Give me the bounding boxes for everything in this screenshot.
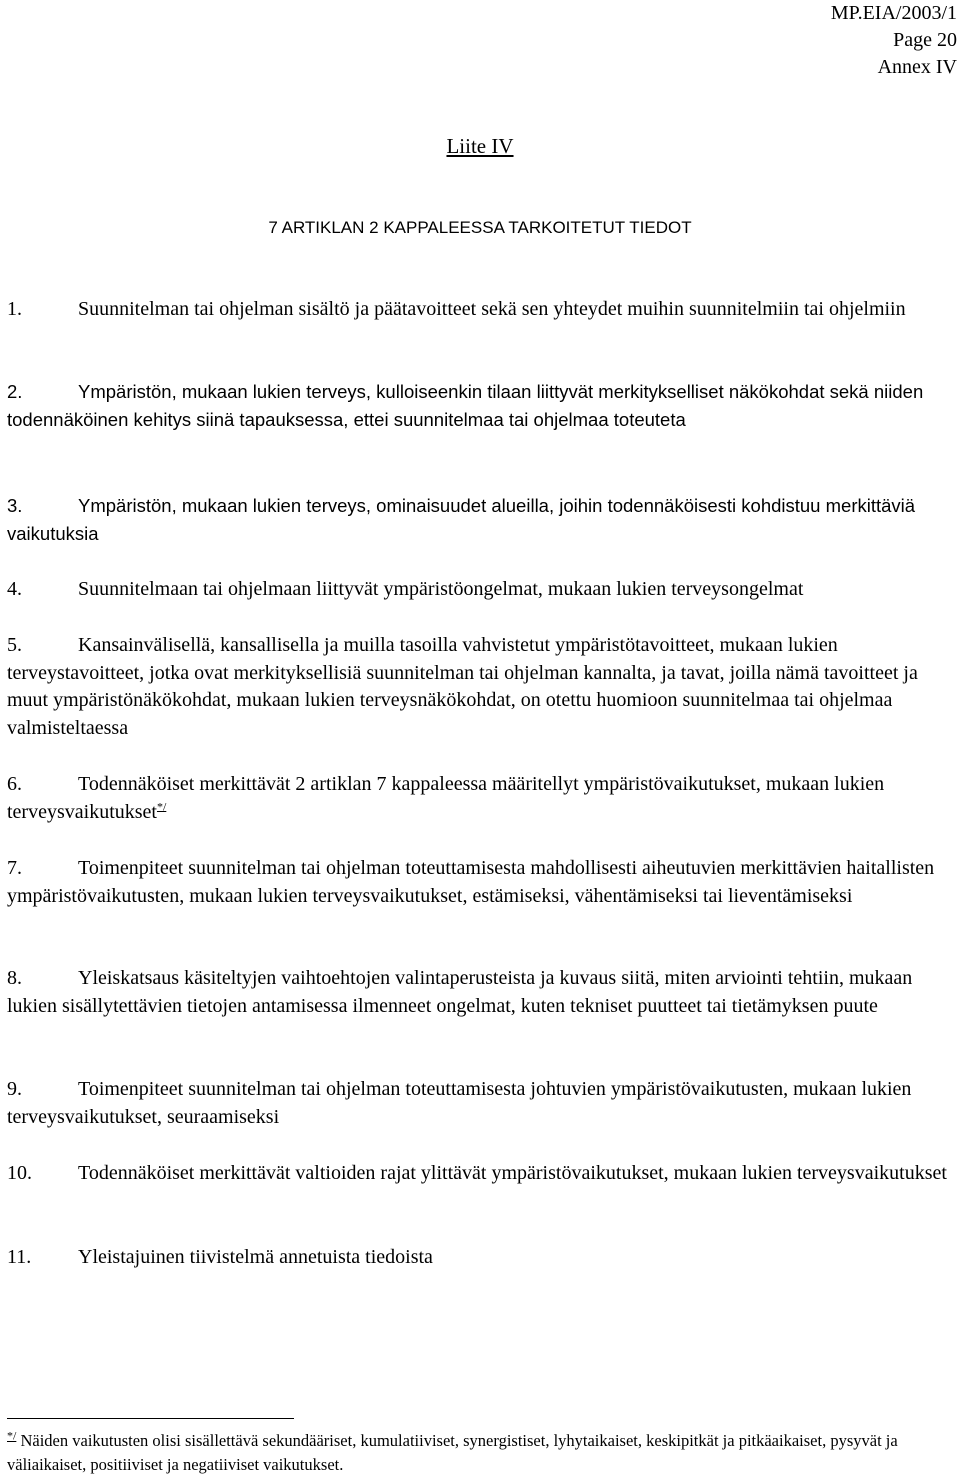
- item-text: Todennäköiset merkittävät 2 artiklan 7 kappaleessa määritellyt ympäristövaikutukset, mukaan lukien terveysvaikutukset: [7, 773, 885, 823]
- item-number: 3.: [7, 495, 23, 516]
- page-number: Page 20: [893, 29, 957, 51]
- item-number: 4.: [7, 578, 22, 600]
- footnote-text: Näiden vaikutusten olisi sisällettävä sekundääriset, kumulatiiviset, synergistiset, lyhytaikaiset, keskipitkät ja pitkäaikaiset, pysyvät ja väliaikaiset, positiiviset ja negatiiviset vaikutukset.: [7, 1431, 898, 1474]
- item-number: 10.: [7, 1162, 32, 1184]
- list-item-3: [7, 492, 953, 547]
- page-title: Liite IV: [446, 134, 514, 158]
- page-subtitle: 7 ARTIKLAN 2 KAPPALEESSA TARKOITETUT TIEDOT: [268, 218, 692, 237]
- page-header: [831, 0, 957, 81]
- item-number: 8.: [7, 967, 22, 989]
- list-item-7: [7, 855, 953, 910]
- list-item-8: [7, 965, 953, 1020]
- item-text: Todennäköiset merkittävät valtioiden rajat ylittävät ympäristövaikutukset, mukaan lukien terveysvaikutukset: [78, 1162, 947, 1184]
- item-text: Yleiskatsaus käsiteltyjen vaihtoehtojen valintaperusteista ja kuvaus siitä, miten arviointi tehtiin, mukaan lukien sisällytettävien tietojen antamisessa ilmenneet ongelmat, kuten tekniset puutteet tai tietämyksen puute: [7, 967, 913, 1017]
- item-text: Ympäristön, mukaan lukien terveys, kulloiseenkin tilaan liittyvät merkitykselliset näkökohdat sekä niiden todennäköinen kehitys siinä tapauksessa, ettei suunnitelmaa tai ohjelmaa toteuteta: [7, 381, 924, 430]
- item-number: 1.: [7, 298, 22, 320]
- list-item-9: [7, 1076, 953, 1131]
- item-number: 9.: [7, 1078, 22, 1100]
- footnote-divider: [7, 1418, 294, 1419]
- list-item-6: [7, 771, 953, 826]
- item-text: Suunnitelman tai ohjelman sisältö ja päätavoitteet sekä sen yhteydet muihin suunnitelmiin tai ohjelmiin: [78, 298, 906, 320]
- footnote-marker: */: [7, 1428, 17, 1443]
- list-item-5: [7, 632, 953, 742]
- item-number: 2.: [7, 381, 23, 402]
- list-item-10: [7, 1160, 953, 1188]
- item-text: Ympäristön, mukaan lukien terveys, ominaisuudet alueilla, joihin todennäköisesti kohdistuu merkittäviä vaikutuksia: [7, 495, 916, 544]
- document-symbol: MP.EIA/2003/1: [830, 2, 957, 24]
- item-number: 11.: [7, 1246, 32, 1268]
- item-number: 5.: [7, 634, 22, 656]
- item-text: Yleistajuinen tiivistelmä annetuista tiedoista: [78, 1246, 433, 1268]
- footnote: [7, 1429, 953, 1477]
- list-item-11: [7, 1244, 953, 1272]
- list-item-4: [7, 576, 953, 604]
- item-number: 6.: [7, 773, 22, 795]
- item-text: Toimenpiteet suunnitelman tai ohjelman toteuttamisesta mahdollisesti aiheutuvien merkittävien haitallisten ympäristövaikutusten, mukaan lukien terveysvaikutukset, estämiseksi, vähentämiseksi tai lieventämiseksi: [7, 857, 935, 907]
- item-text: Toimenpiteet suunnitelman tai ohjelman toteuttamisesta johtuvien ympäristövaikutusten, mukaan lukien terveysvaikutukset, seuraamiseksi: [7, 1078, 912, 1128]
- item-text: Kansainvälisellä, kansallisella ja muilla tasoilla vahvistetut ympäristötavoitteet, mukaan lukien terveystavoitteet, jotka ovat merkityksellisiä suunnitelman tai ohjelman kannalta, ja tavat, joilla nämä tavoitteet ja muut ympäristönäkökohdat, mukaan lukien terveysnäkökohdat, on otettu huomioon suunnitelmaa tai ohjelmaa valmisteltaessa: [7, 634, 918, 739]
- list-item-2: [7, 378, 953, 433]
- footnote-reference[interactable]: */: [156, 798, 167, 813]
- annex-label: Annex IV: [877, 56, 957, 78]
- item-text: Suunnitelmaan tai ohjelmaan liittyvät ympäristöongelmat, mukaan lukien terveysongelmat: [78, 578, 804, 600]
- item-number: 7.: [7, 857, 22, 879]
- list-item-1: [7, 296, 953, 324]
